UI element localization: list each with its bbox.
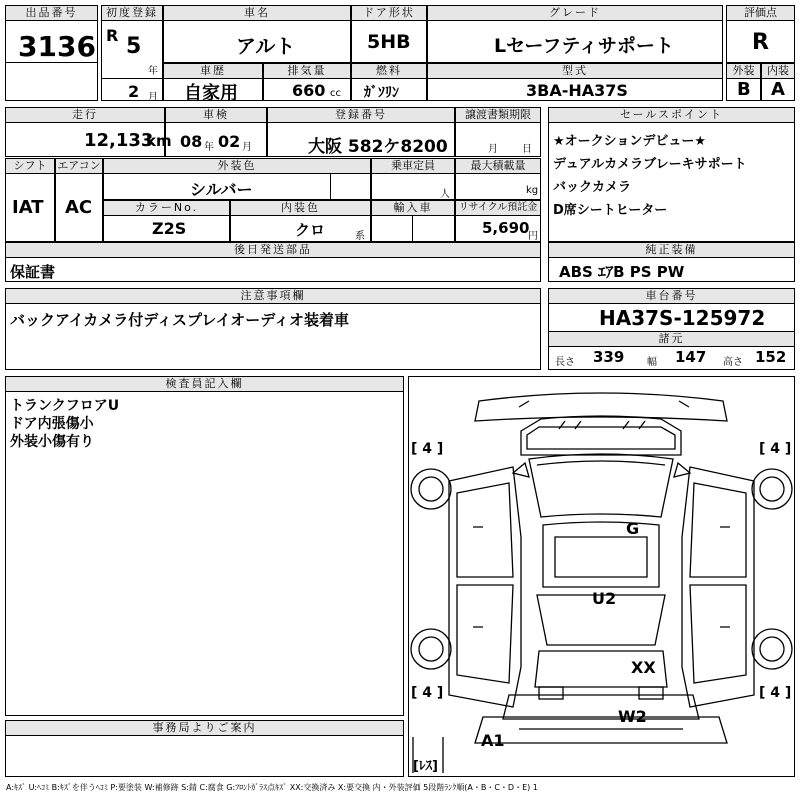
inspection-year: 08 [180,132,203,151]
displacement-unit: cc [330,88,341,99]
interior-color-label: 内装色 [231,201,370,216]
transfer-doc-label: 譲渡書類期限 [456,108,540,123]
selling-points-label: セールスポイント [549,108,794,123]
displacement-box [263,63,351,101]
specs-height: 152 [755,348,787,366]
inspector-line-1: トランクフロアU [10,398,120,414]
inspection-year-unit: 年 [204,142,214,153]
first-reg-month-unit: 月 [148,92,158,103]
color-no-label: カラーNo. [104,201,229,216]
specs-label: 諸元 [549,331,794,347]
selling-point-3: バックカメラ [553,180,632,195]
exterior-grade-value: B [737,79,751,100]
interior-grade-value: A [771,79,785,100]
capacity-label: 乗車定員 [372,159,454,174]
selling-point-2: デュアルカメラブレーキサポート [553,157,747,172]
door-value: 5HB [367,31,411,53]
car-name: アルト [236,34,296,58]
specs-length-label: 長さ [555,357,575,368]
grade-box [427,5,723,63]
first-reg-era: R [106,26,119,45]
mileage-label: 走行 [6,108,164,123]
interior-color-value: クロ [295,221,326,239]
legend: A:ｷｽﾞ U:ﾍｺﾐ B:ｷｽﾞを伴うﾍｺﾐ P:要塗装 W:補修跡 S:錆 C:腐食 G:ﾌﾛﾝﾄｶﾞﾗｽ点ｷｽﾞ XX:交換済み X:要交換 内・外装評価 5段階ﾗﾝｸ順(A・B・C・D・E) 1 [6,783,538,792]
car-name-label: 車名 [164,6,350,21]
inspection-month-unit: 月 [242,142,252,153]
chassis-value: HA37S-125972 [599,306,766,330]
recycle-unit: 円 [528,231,538,242]
inspector-line-2: ドア内張傷小 [10,416,94,432]
fuel-value: ｶﾞｿﾘﾝ [364,85,399,101]
notes-label: 注意事項欄 [6,289,540,304]
color-no-box [103,200,230,242]
damage-mark-g: G [626,519,640,538]
history-box [163,63,263,104]
first-reg-year-unit: 年 [148,66,158,77]
damage-mark-w2: W2 [618,707,647,726]
spare-tire: [ﾚｽ] [413,759,438,774]
aircon-label: エアコン [57,159,101,172]
fuel-label: 燃料 [352,64,426,79]
lot-label: 出品番号 [6,6,97,21]
inspection-month: 02 [218,132,241,151]
shift-value: IAT [12,197,44,218]
import-label: 輸入車 [372,201,454,216]
specs-height-label: 高さ [723,357,743,368]
exterior-grade-label: 外装 [727,64,760,79]
chassis-box [548,288,795,370]
chassis-label: 車台番号 [549,289,794,304]
interior-color-unit: 系 [355,231,365,242]
damage-mark-xx: XX [631,658,656,677]
recycle-value: 5,690 [482,219,530,237]
office-box [5,720,404,777]
lot-box [5,5,98,101]
later-parts-label: 後日発送部品 [6,243,540,258]
interior-color-box [230,200,371,242]
first-reg-month: 2 [128,82,140,101]
interior-grade-box [761,63,795,101]
notes-box [5,288,541,370]
grade-value: Lセーフティサポート [494,35,674,57]
first-reg-year: 5 [126,34,142,59]
capacity-unit: 人 [440,189,450,200]
office-label: 事務局よりご案内 [6,721,403,736]
car-diagram [408,376,795,777]
shift-box [5,158,55,242]
load-box [455,158,541,200]
mileage-value: 12,133 [84,130,154,151]
door-box [351,5,427,63]
lot-number: 3136 [18,30,96,63]
inspector-line-3: 外装小傷有り [10,434,94,450]
shift-label: シフト [6,159,54,174]
model-box [427,63,723,101]
equipment-label: 純正装備 [549,243,794,258]
score-label: 評価点 [727,6,794,21]
displacement-value: 660 [292,81,326,100]
transfer-doc-box [455,107,541,157]
first-reg-label: 初度登録 [102,6,162,21]
later-parts-value: 保証書 [10,263,56,281]
color-no-value: Z2S [152,219,187,238]
selling-points-box [548,107,795,242]
inspection-label: 車検 [166,108,266,123]
first-reg-box [101,5,163,101]
inspection-box [165,107,267,157]
equipment-box [548,242,795,282]
exterior-grade-box [726,63,761,101]
car-name-box [163,5,351,63]
inspector-box [5,376,404,716]
color-box [103,158,371,200]
score-value: R [752,30,769,55]
aircon-value: AC [65,197,93,218]
recycle-label: リサイクル預託金 [456,201,540,216]
specs-length: 339 [593,348,625,366]
specs-width-label: 幅 [647,357,657,368]
color-value: シルバー [190,180,253,199]
tire-rear-left: [ 4 ] [411,685,444,701]
notes-value: バックアイカメラ付ディスプレイオーディオ装着車 [10,311,350,329]
load-label: 最大積載量 [456,159,540,174]
model-label: 型式 [428,64,722,79]
selling-point-1: ★オークションデビュー★ [553,134,707,149]
displacement-label: 排気量 [264,64,350,79]
history-value: 自家用 [184,83,238,104]
door-label: ドア形状 [352,6,426,21]
later-parts-box [5,242,541,282]
inspector-label: 検査員記入欄 [6,377,403,392]
registration-label: 登録番号 [268,108,454,123]
damage-mark-u2: U2 [592,589,617,608]
tire-front-right: [ 4 ] [759,441,792,457]
tire-front-left: [ 4 ] [411,441,444,457]
tire-rear-right: [ 4 ] [759,685,792,701]
transfer-doc-month-unit: 月 [488,144,498,155]
mileage-unit: km [146,132,172,150]
equipment-value: ABS ｴｱB PS PW [559,263,685,281]
color-label: 外装色 [104,159,370,174]
import-box [371,200,455,242]
registration-value: 大阪 582ケ8200 [308,137,448,157]
registration-box [267,107,455,157]
score-box [726,5,795,63]
capacity-box [371,158,455,200]
transfer-doc-day-unit: 日 [522,144,532,155]
history-label: 車歴 [164,64,262,79]
damage-mark-a1: A1 [481,731,505,750]
load-unit: kg [526,185,539,196]
car-outline [409,377,794,776]
mileage-box [5,107,172,157]
model-value: 3BA-HA37S [526,81,628,100]
aircon-box [55,158,103,242]
interior-grade-label: 内装 [762,64,794,79]
selling-point-4: D席シートヒーター [553,203,668,218]
fuel-box [351,63,427,101]
specs-width: 147 [675,348,707,366]
grade-label: グレード [428,6,722,21]
recycle-box [455,200,541,242]
